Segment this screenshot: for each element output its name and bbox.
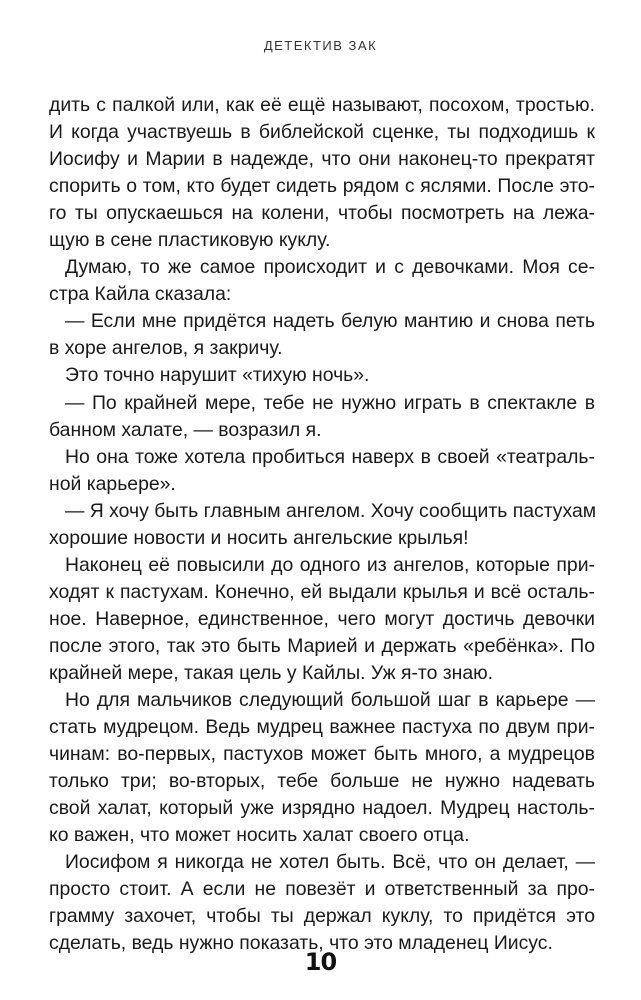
text-line: го ты опускаешься на колени, чтобы посмотреть на лежа- [49, 202, 595, 225]
text-line: в хоре ангелов, я закричу. [49, 337, 283, 360]
text-line: сделать, ведь нужно показать, что это младенец Иисус. [49, 932, 553, 955]
paragraph [49, 444, 595, 498]
text-line: после этого, так это быть Марией и держать «ребёнка». По [49, 634, 595, 657]
paragraph [49, 254, 595, 308]
text-line: только три; во-вторых, тебе больше не нужно надевать [49, 770, 595, 793]
text-line: дить с палкой или, как её ещё называют, посохом, тростью. [49, 94, 595, 116]
text-line: Это точно нарушит «тихую ночь». [65, 364, 370, 387]
text-line: просто стоит. А если не повезёт и ответственный за про- [49, 878, 595, 901]
page-number: 10 [304, 948, 337, 976]
text-line: крайней мере, такая цель у Кайлы. Уж я-то знаю. [49, 661, 494, 684]
paragraph [49, 362, 595, 389]
text-line: спорить о том, кто будет сидеть рядом с яслями. После это- [49, 175, 595, 198]
text-line: стать мудрецом. Ведь мудрец важнее пастуха по двум при- [49, 716, 595, 739]
text-line: Наконец её повысили до одного из ангелов, которые при- [65, 553, 595, 576]
paragraph [49, 849, 595, 957]
paragraph [49, 390, 595, 444]
page-body [49, 92, 595, 958]
text-line: свой халат, который уже изрядно надоел. Мудрец настоль- [49, 797, 595, 820]
text-line: Но она тоже хотела пробиться наверх в своей «театраль- [65, 445, 595, 468]
text-line: Иосифом я никогда не хотел быть. Всё, что он делает, — [65, 851, 595, 874]
text-line: — Если мне придётся надеть белую мантию и снова петь [65, 310, 595, 333]
text-line: чинам: во-первых, пастухов может быть много, а мудрецов [49, 743, 595, 766]
running-header: ДЕТЕКТИВ ЗАК [263, 38, 378, 53]
text-line: — Я хочу быть главным ангелом. Хочу сообщить пастухам [65, 499, 597, 522]
paragraph [49, 92, 595, 254]
text-line: Иосифу и Марии в надежде, что они наконец-то прекратят [49, 148, 595, 171]
text-line: — По крайней мере, тебе не нужно играть в спектакле в [65, 391, 595, 414]
text-line: Думаю, то же самое происходит и с девочками. Моя се- [65, 256, 595, 279]
paragraph [49, 498, 595, 552]
text-line: Но для мальчиков следующий большой шаг в карьере — [65, 689, 595, 712]
text-line: грамму захочет, чтобы ты держал куклу, то придётся это [49, 905, 595, 928]
text-line: банном халате, — возразил я. [49, 418, 322, 441]
text-line: И когда участвуешь в библейской сценке, ты подходишь к [49, 121, 595, 144]
text-line: стра Кайла сказала: [49, 283, 232, 306]
paragraph [49, 308, 595, 362]
text-line: ной карьере». [49, 472, 176, 495]
text-line: щую в сене пластиковую куклу. [49, 229, 331, 252]
paragraph [49, 687, 595, 849]
paragraph [49, 552, 595, 687]
text-line: ко важен, что может носить халат своего отца. [49, 824, 470, 847]
text-line: ходят к пастухам. Конечно, ей выдали крылья и всё осталь- [49, 580, 595, 603]
text-line: ное. Наверное, единственное, чего могут достичь девочки [49, 607, 595, 630]
text-line: хорошие новости и носить ангельские крылья! [49, 526, 469, 549]
